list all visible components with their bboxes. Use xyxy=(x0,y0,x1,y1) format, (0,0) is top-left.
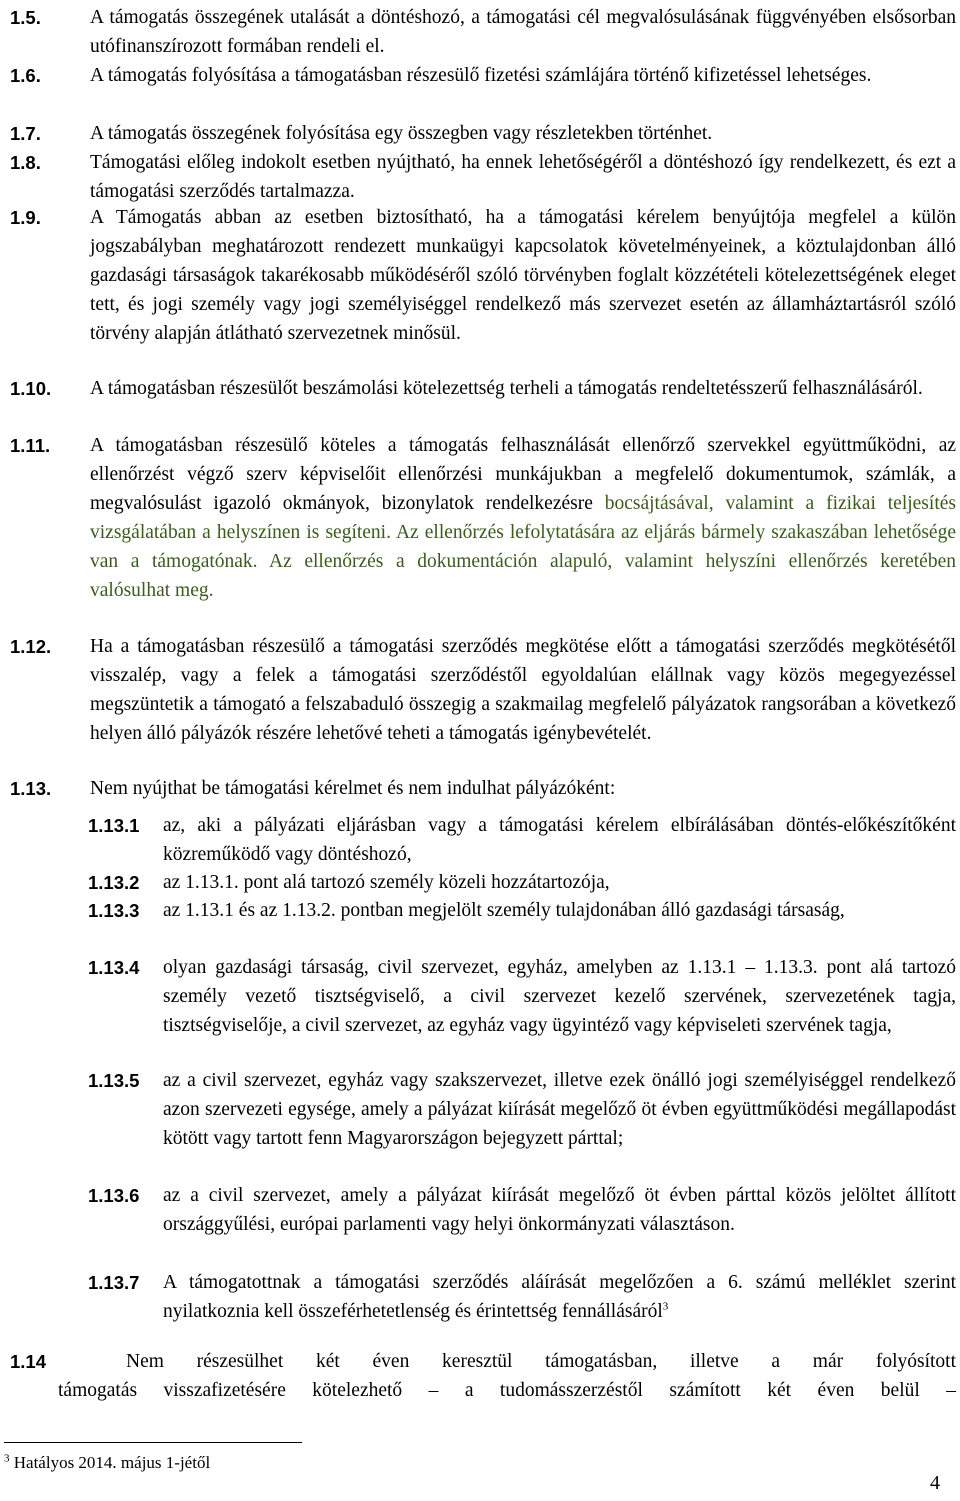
subclause-1-13-2 xyxy=(88,868,956,897)
subclause-text: olyan gazdasági társaság, civil szervezet, egyház, amelyben az 1.13.1 – 1.13.3. pont alá tartozó személy vezető tisztségviselő, a civil szervezet kezelő szervének, szervezetének tagja, tisztségviselője, a civil szervezet, az egyház vagy ügyintéző vagy képviseleti szervének tagja, xyxy=(163,957,956,1036)
page-number: 4 xyxy=(930,1472,940,1494)
clause-number: 1.6. xyxy=(10,65,41,86)
subclause-text xyxy=(163,1268,956,1326)
subclause-1-13-6 xyxy=(88,1181,956,1239)
clause-number: 1.11. xyxy=(10,435,51,456)
clause-1-7 xyxy=(10,119,956,148)
clause-text: A támogatás folyósítása a támogatásban részesülő fizetési számlájára történő kifizetéssel lehetséges. xyxy=(90,65,872,86)
subclause-1-13-5 xyxy=(88,1066,956,1153)
clause-number: 1.12. xyxy=(10,636,52,657)
clause-1-8 xyxy=(10,148,956,206)
clause-text: Támogatási előleg indokolt esetben nyújtható, ha ennek lehetőségéről a döntéshozó így rendelkezett, és ezt a támogatási szerződés tartalmazza. xyxy=(90,152,956,202)
subclause-number: 1.13.4 xyxy=(88,957,140,978)
clause-number: 1.8. xyxy=(10,152,41,173)
clause-1-9 xyxy=(10,203,956,348)
subclause-number: 1.13.7 xyxy=(88,1272,140,1293)
footnote xyxy=(4,1452,210,1474)
clause-number: 1.9. xyxy=(10,207,41,228)
subclause-text: az 1.13.1. pont alá tartozó személy közeli hozzátartozója, xyxy=(163,872,610,893)
clause-text: Nem nyújthat be támogatási kérelmet és nem indulhat pályázóként: xyxy=(90,778,616,799)
clause-text-part: A támogatásban részesülő köteles a támogatás felhasználását ellenőrző szervekkel együttműködni, az ellenőrzést végző szerv képviselőit ellenőrzési munkájukban a megfelelő dokumentumok, számlák, a megvalósulást igazoló okmányok, bizonylatok rendelkezésre xyxy=(90,435,956,514)
subclause-text: az 1.13.1 és az 1.13.2. pontban megjelölt személy tulajdonában álló gazdasági társaság, xyxy=(163,900,845,921)
subclause-text: az, aki a pályázati eljárásban vagy a támogatási kérelem elbírálásában döntés-előkészítőként közreműködő vagy döntéshozó, xyxy=(163,815,956,865)
clause-number: 1.7. xyxy=(10,123,41,144)
clause-text-highlighted: bocsájtásával, valamint a fizikai teljesítés vizsgálatában a helyszínen is segíteni. Az ellenőrzés lefolytatására az eljárás bármely szakaszában lehetősége van a támogatónak. Az ellenőrzés a dokumentáción alapuló, valamint helyszíni ellenőrzés keretében valósulhat meg. xyxy=(90,493,956,601)
footnote-mark: 3 xyxy=(4,1452,10,1465)
clause-text: A támogatás összegének utalását a döntéshozó, a támogatási cél megvalósulásának függvényében elsősorban utófinanszírozott formában rendeli el. xyxy=(90,7,956,57)
clause-1-12 xyxy=(10,632,956,748)
clause-text xyxy=(90,431,956,605)
clause-text: A támogatás összegének folyósítása egy összegben vagy részletekben történhet. xyxy=(90,123,713,144)
clause-number: 1.10. xyxy=(10,378,52,399)
subclause-number: 1.13.1 xyxy=(88,815,140,836)
subclause-number: 1.13.3 xyxy=(88,900,140,921)
clause-1-14 xyxy=(10,1347,956,1405)
subclause-1-13-7 xyxy=(88,1268,956,1326)
subclause-text-main: A támogatottnak a támogatási szerződés aláírását megelőzően a 6. számú melléklet szerint nyilatkoznia kell összeférhetetlenség és érintettség fennállásáról xyxy=(163,1272,956,1322)
footnote-divider xyxy=(4,1442,302,1443)
clause-text: A Támogatás abban az esetben biztosítható, ha a támogatási kérelem benyújtója megfelel a külön jogszabályban meghatározott rendezett munkaügyi kapcsolatok követelményeinek, a köztulajdonban álló gazdasági társaságok takarékosabb működéséről szóló törvényben foglalt közzétételi kötelezettségének eleget tett, és jogi személy vagy jogi személyiséggel rendelkező más szervezet esetén az államháztartásról szóló törvény alapján átlátható szervezetnek minősül. xyxy=(90,207,956,344)
clause-text: A támogatásban részesülőt beszámolási kötelezettség terheli a támogatás rendeltetésszerű felhasználásáról. xyxy=(90,378,923,399)
clause-number: 1.5. xyxy=(10,7,41,28)
subclause-number: 1.13.2 xyxy=(88,872,140,893)
subclause-1-13-3 xyxy=(88,896,956,925)
footnote-text: Hatályos 2014. május 1-jétől xyxy=(9,1453,211,1472)
clause-number: 1.14 xyxy=(10,1351,47,1372)
clause-number: 1.13. xyxy=(10,778,52,799)
clause-1-11 xyxy=(10,431,956,605)
clause-text: Ha a támogatásban részesülő a támogatási szerződés megkötése előtt a támogatási szerződés megkötésétől visszalép, vagy a felek a támogatási szerződéstől egyoldalúan elállnak vagy közös megegyezéssel megszüntetik a támogató a felszabaduló összegig a szakmailag megfelelő pályázatok rangsorában a következő helyen álló pályázók részére lehetővé teheti a támogatás igénybevételét. xyxy=(90,636,956,744)
clause-1-13 xyxy=(10,774,956,803)
footnote-reference: 3 xyxy=(662,1300,669,1313)
clause-text-line-2: támogatás visszafizetésére kötelezhető – a tudomásszerzéstől számított két éven belül – xyxy=(58,1380,956,1401)
clause-1-10 xyxy=(10,374,956,403)
clause-1-5 xyxy=(10,3,956,61)
subclause-number: 1.13.5 xyxy=(88,1070,140,1091)
subclause-1-13-1 xyxy=(88,811,956,869)
clause-1-6 xyxy=(10,61,956,90)
clause-text-line-1: Nem részesülhet két éven keresztül támogatásban, illetve a már folyósított xyxy=(126,1351,956,1372)
subclause-text: az a civil szervezet, egyház vagy szakszervezet, illetve ezek önálló jogi személyiséggel rendelkező azon szervezeti egysége, amely a pályázat kiírását megelőző öt évben együttműködési megállapodást kötött vagy tartott fenn Magyarországon bejegyzett párttal; xyxy=(163,1070,956,1149)
subclause-text: az a civil szervezet, amely a pályázat kiírását megelőző öt évben párttal közös jelöltet állított országgyűlési, európai parlamenti vagy helyi önkormányzati választáson. xyxy=(163,1185,956,1235)
subclause-number: 1.13.6 xyxy=(88,1185,140,1206)
subclause-1-13-4 xyxy=(88,953,956,1040)
